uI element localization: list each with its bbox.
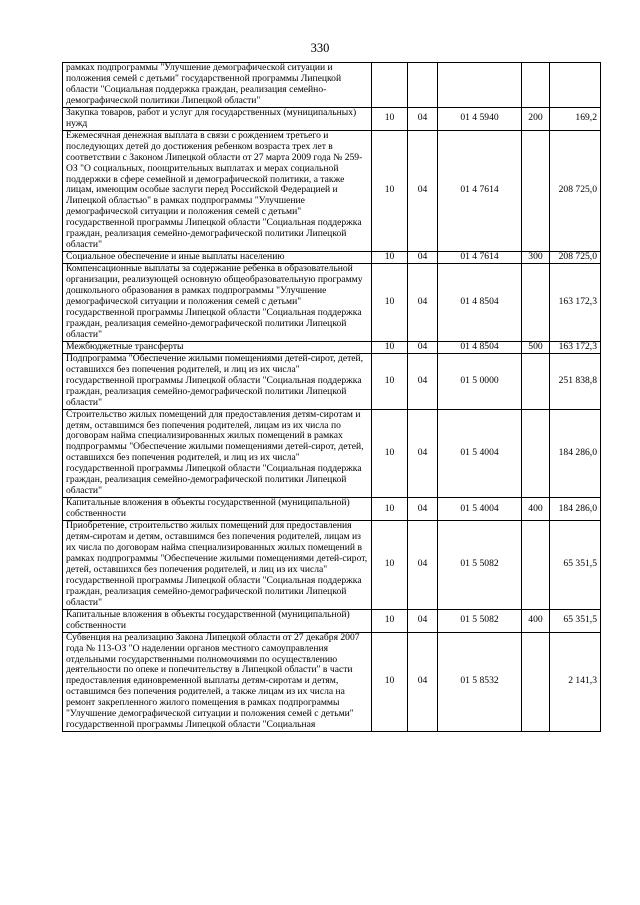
row-subsection: 04	[408, 130, 438, 251]
row-name: Социальное обеспечение и иные выплаты населению	[63, 252, 372, 264]
row-amount: 169,2	[550, 107, 601, 130]
row-name: Межбюджетные трансферты	[63, 341, 372, 353]
table-row	[63, 264, 601, 342]
row-expense-type	[522, 353, 550, 409]
row-target-article: 01 5 0000	[438, 353, 522, 409]
row-target-article: 01 5 8532	[438, 632, 522, 732]
budget-table	[62, 62, 601, 732]
table-row	[63, 353, 601, 409]
row-subsection: 04	[408, 498, 438, 521]
row-section: 10	[372, 521, 408, 610]
table-row	[63, 409, 601, 498]
row-amount: 163 172,3	[550, 264, 601, 342]
row-section: 10	[372, 252, 408, 264]
table-row	[63, 252, 601, 264]
row-section: 10	[372, 341, 408, 353]
row-name: Строительство жилых помещений для предоставления детям-сиротам и детям, оставшимся без попечения родителей, лицам из их числа по договорам найма специализированных жилых помещений в рамках подпрограммы "Обеспечение жилыми помещениями детей-сирот, детей, оставшихся без попечения родителей, и лиц из их числа" государственной программы Липецкой области "Социальная поддержка граждан, реализация семейно-демографической политики Липецкой области"	[63, 409, 372, 498]
row-name: Ежемесячная денежная выплата в связи с рождением третьего и последующих детей до достижения ребенком возраста трех лет в соответствии с Законом Липецкой области от 27 марта 2009 года № 259-ОЗ "О социальных, поощрительных выплатах и мерах социальной поддержки в сфере семейной и демографической политики, а также лицам, имеющим особые заслуги перед Российской Федерацией и Липецкой областью" в рамках подпрограммы "Улучшение демографической ситуации и положения семей с детьми" государственной программы Липецкой области "Социальная поддержка граждан, реализация семейно-демографической политики Липецкой области"	[63, 130, 372, 251]
row-expense-type	[522, 632, 550, 732]
row-subsection: 04	[408, 609, 438, 632]
row-target-article: 01 5 4004	[438, 409, 522, 498]
row-subsection: 04	[408, 107, 438, 130]
row-name: Капитальные вложения в объекты государственной (муниципальной) собственности	[63, 498, 372, 521]
row-subsection: 04	[408, 353, 438, 409]
table-row	[63, 609, 601, 632]
row-name: Подпрограмма "Обеспечение жилыми помещениями детей-сирот, детей, оставшихся без попечения родителей, и лиц из их числа" государственной программы Липецкой области "Социальная поддержка граждан, реализация семейно-демографической политики Липецкой области"	[63, 353, 372, 409]
row-target-article: 01 4 8504	[438, 341, 522, 353]
row-target-article: 01 4 7614	[438, 252, 522, 264]
row-expense-type	[522, 130, 550, 251]
row-target-article: 01 4 5940	[438, 107, 522, 130]
row-target-article	[438, 63, 522, 108]
table-row	[63, 632, 601, 732]
row-amount	[550, 63, 601, 108]
row-subsection: 04	[408, 252, 438, 264]
row-expense-type: 400	[522, 609, 550, 632]
row-section: 10	[372, 264, 408, 342]
row-section: 10	[372, 353, 408, 409]
row-subsection: 04	[408, 264, 438, 342]
row-expense-type	[522, 63, 550, 108]
row-name: рамках подпрограммы "Улучшение демографической ситуации и положения семей с детьми" государственной программы Липецкой области "Социальная поддержка граждан, реализация семейно-демографической политики Липецкой области"	[63, 63, 372, 108]
table-row	[63, 341, 601, 353]
row-target-article: 01 4 7614	[438, 130, 522, 251]
page-number: 330	[310, 41, 330, 55]
row-expense-type: 400	[522, 498, 550, 521]
row-section: 10	[372, 609, 408, 632]
table-row	[63, 498, 601, 521]
table-row	[63, 107, 601, 130]
row-expense-type: 200	[522, 107, 550, 130]
row-expense-type	[522, 264, 550, 342]
row-section: 10	[372, 498, 408, 521]
table-row	[63, 130, 601, 251]
row-target-article: 01 5 5082	[438, 521, 522, 610]
row-amount: 163 172,3	[550, 341, 601, 353]
row-subsection: 04	[408, 521, 438, 610]
row-expense-type	[522, 409, 550, 498]
row-amount: 184 286,0	[550, 409, 601, 498]
row-section: 10	[372, 130, 408, 251]
row-subsection: 04	[408, 409, 438, 498]
row-section: 10	[372, 107, 408, 130]
row-amount: 251 838,8	[550, 353, 601, 409]
row-expense-type: 300	[522, 252, 550, 264]
row-target-article: 01 5 4004	[438, 498, 522, 521]
row-expense-type: 500	[522, 341, 550, 353]
row-name: Приобретение, строительство жилых помещений для предоставления детям-сиротам и детям, оставшимся без попечения родителей, лицам из их числа по договорам найма специализированных жилых помещений в рамках подпрограммы "Обеспечение жилыми помещениями детей-сирот, детей, оставшихся без попечения родителей, и лиц из их числа" государственной программы Липецкой области "Социальная поддержка граждан, реализация семейно-демографической политики Липецкой области"	[63, 521, 372, 610]
row-section: 10	[372, 409, 408, 498]
table-row	[63, 63, 601, 108]
row-subsection: 04	[408, 341, 438, 353]
row-amount: 184 286,0	[550, 498, 601, 521]
row-section	[372, 63, 408, 108]
row-expense-type	[522, 521, 550, 610]
row-amount: 65 351,5	[550, 521, 601, 610]
row-subsection	[408, 63, 438, 108]
row-amount: 208 725,0	[550, 130, 601, 251]
row-target-article: 01 4 8504	[438, 264, 522, 342]
row-section: 10	[372, 632, 408, 732]
row-name: Закупка товаров, работ и услуг для государственных (муниципальных) нужд	[63, 107, 372, 130]
row-amount: 65 351,5	[550, 609, 601, 632]
table-row	[63, 521, 601, 610]
row-name: Капитальные вложения в объекты государственной (муниципальной) собственности	[63, 609, 372, 632]
row-amount: 208 725,0	[550, 252, 601, 264]
row-subsection: 04	[408, 632, 438, 732]
row-target-article: 01 5 5082	[438, 609, 522, 632]
row-name: Компенсационные выплаты за содержание ребенка в образовательной организации, реализующей основную общеобразовательную программу дошкольного образования в рамках подпрограммы "Улучшение демографической ситуации и положения семей с детьми" государственной программы Липецкой области "Социальная поддержка граждан, реализация семейно-демографической политики Липецкой области"	[63, 264, 372, 342]
row-amount: 2 141,3	[550, 632, 601, 732]
row-name: Субвенция на реализацию Закона Липецкой области от 27 декабря 2007 года № 113-ОЗ "О наделении органов местного самоуправления отдельными государственными полномочиями по осуществлению деятельности по опеке и попечительству в Липецкой области" в части предоставления единовременной выплаты детям-сиротам и детям, оставшимся без попечения родителей, а также лицам из их числа на ремонт закрепленного жилого помещения в рамках подпрограммы "Улучшение демографической ситуации и положения семей с детьми" государственной программы Липецкой области "Социальная	[63, 632, 372, 732]
